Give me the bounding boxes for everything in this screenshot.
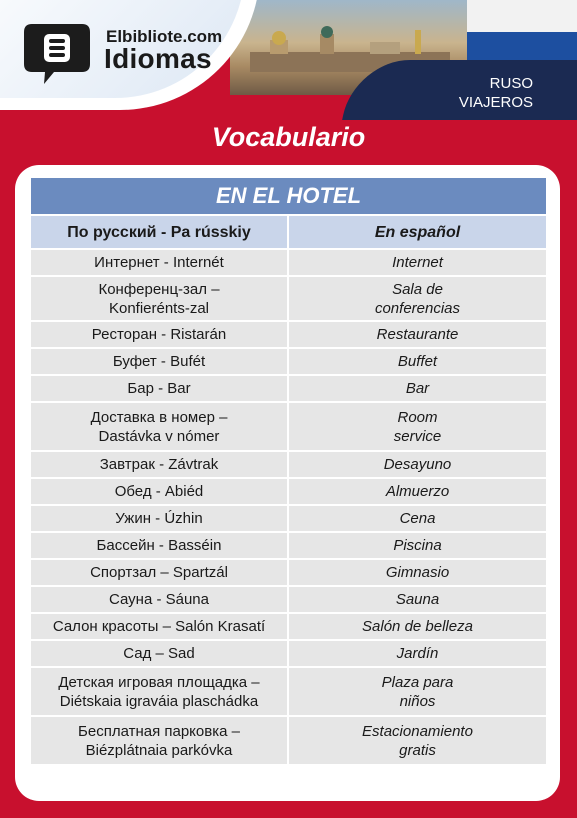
cell-line: Детская игровая площадка –	[58, 673, 260, 691]
cell-line: Desayuno	[383, 456, 452, 473]
cell-line: Сауна - Sáuna	[108, 591, 209, 608]
russian-cell	[31, 277, 289, 320]
page-title: Vocabulario	[211, 122, 366, 152]
cell-line: Бар - Bar	[127, 380, 191, 397]
cell-line: Доставка в номер –	[90, 408, 228, 426]
cell-line: Gimnasio	[385, 564, 450, 581]
table-row	[31, 450, 546, 477]
cell-line: Plaza para	[381, 673, 454, 691]
spanish-cell	[289, 560, 546, 585]
russian-cell	[31, 479, 289, 504]
cell-line: service	[393, 427, 442, 445]
table-row	[31, 531, 546, 558]
cell-line: conferencias	[374, 299, 461, 317]
spanish-cell	[289, 250, 546, 275]
ribbon-line-2: VIAJEROS	[458, 94, 533, 111]
cell-line: Салон красоты – Salón Krasatí	[52, 618, 266, 635]
table-row	[31, 612, 546, 639]
spanish-cell	[289, 533, 546, 558]
russian-cell	[31, 641, 289, 666]
spanish-cell	[289, 614, 546, 639]
cell-line: Estacionamiento	[362, 722, 473, 740]
table-row	[31, 585, 546, 612]
cell-line: Jardín	[396, 645, 439, 662]
spanish-cell	[289, 277, 546, 320]
cell-line: Спортзал – Spartzál	[90, 564, 228, 581]
cell-line: Буфет - Bufét	[112, 353, 206, 370]
cell-line: Бесплатная парковка –	[78, 722, 240, 740]
spanish-cell	[289, 506, 546, 531]
cell-line: Sala de	[392, 280, 443, 298]
russian-cell	[31, 322, 289, 347]
column-header-spanish: En español	[289, 216, 546, 248]
russian-cell	[31, 587, 289, 612]
spanish-cell	[289, 479, 546, 504]
spanish-cell	[289, 668, 546, 715]
cell-line: Diétskaia igraváia plaschádka	[59, 692, 259, 710]
cell-line: Buffet	[397, 353, 438, 370]
cell-line: Интернет - Internét	[94, 254, 224, 271]
table-row	[31, 504, 546, 531]
cell-line: Сад – Sad	[123, 645, 195, 662]
spanish-cell	[289, 322, 546, 347]
cell-line: Обед - Abiéd	[114, 483, 204, 500]
table-row	[31, 558, 546, 585]
table-header-row	[31, 214, 546, 248]
ribbon-label	[459, 74, 533, 112]
cell-line: Internet	[392, 254, 443, 271]
russian-cell	[31, 452, 289, 477]
section-title: EN EL HOTEL	[31, 178, 546, 214]
ribbon-line-1: RUSO	[489, 75, 533, 92]
cell-line: gratis	[399, 741, 436, 759]
cell-line: Room	[397, 408, 438, 426]
brand-site: Elbibliote.com	[106, 27, 223, 46]
cell-line: Restaurante	[376, 326, 459, 343]
cell-line: Бассейн - Basséin	[96, 537, 222, 554]
spanish-cell	[289, 349, 546, 374]
table-row	[31, 639, 546, 666]
russian-cell	[31, 250, 289, 275]
spanish-cell	[289, 717, 546, 764]
cell-line: Завтрак - Závtrak	[99, 456, 219, 473]
cell-line: niños	[399, 692, 436, 710]
cell-line: Biézplátnaia parkóvka	[85, 741, 233, 759]
vocabulary-table	[31, 178, 546, 764]
table-row	[31, 666, 546, 715]
russian-cell	[31, 506, 289, 531]
russian-cell	[31, 560, 289, 585]
russian-cell	[31, 349, 289, 374]
cell-line: Конференц-зал –	[98, 280, 220, 298]
column-header-russian: По русский - Pa rússkiy	[31, 216, 289, 248]
russian-cell	[31, 403, 289, 450]
table-row	[31, 477, 546, 504]
russian-cell	[31, 668, 289, 715]
spanish-cell	[289, 376, 546, 401]
russian-cell	[31, 376, 289, 401]
cell-line: Konfierénts-zal	[108, 299, 210, 317]
spanish-cell	[289, 641, 546, 666]
table-row	[31, 248, 546, 275]
table-row	[31, 320, 546, 347]
cell-line: Cena	[399, 510, 436, 527]
table-row	[31, 401, 546, 450]
table-row	[31, 275, 546, 320]
spanish-cell	[289, 452, 546, 477]
russian-cell	[31, 614, 289, 639]
table-row	[31, 715, 546, 764]
russian-cell	[31, 533, 289, 558]
cell-line: Piscina	[393, 537, 442, 554]
brand-name: Idiomas	[104, 43, 212, 74]
cell-line: Bar	[405, 380, 430, 397]
table-row	[31, 374, 546, 401]
cell-line: Ресторан - Ristarán	[91, 326, 227, 343]
speech-bubble-logo-icon	[24, 18, 94, 88]
table-row	[31, 347, 546, 374]
cell-line: Almuerzo	[385, 483, 450, 500]
spanish-cell	[289, 403, 546, 450]
russian-cell	[31, 717, 289, 764]
header	[0, 0, 577, 120]
spanish-cell	[289, 587, 546, 612]
cell-line: Sauna	[395, 591, 440, 608]
cell-line: Dastávka v nómer	[98, 427, 220, 445]
cell-line: Ужин - Úzhin	[115, 510, 203, 527]
cell-line: Salón de belleza	[362, 618, 473, 635]
